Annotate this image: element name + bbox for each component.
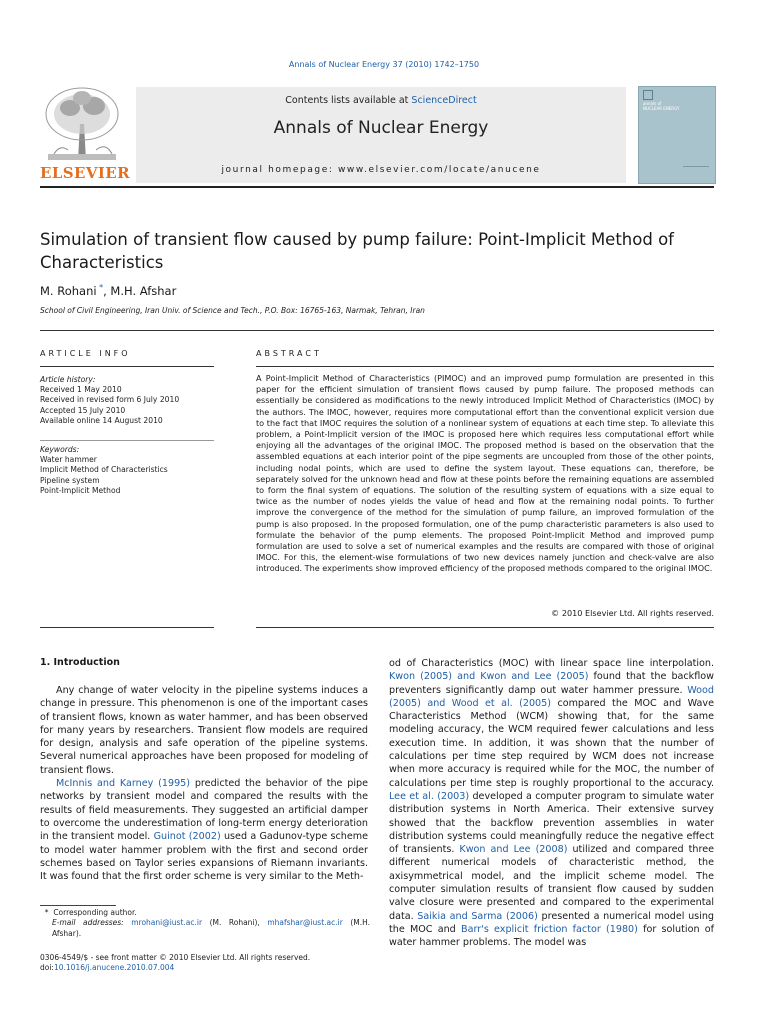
abstract-text: A Point-Implicit Method of Characteristics (PIMOC) and an improved pump formulation are presented in this paper for the efficient simulation of transient flows caused by pump failure. The proposed methods can essentially be considered as modifications to the newly introduced Implicit Method of Characteristics (IMOC) by the authors. The IMOC, however, requires more computational effort than the conventional explicit version due to the fact that IMOC requires the solution of a nonlinear system of equations at each time step. To alleviate this problem, a Point-Implicit version of the IMOC is proposed here which requires less computational effort while enjoying all the advantages of the original IMOC. The proposed method is based on the observation that the assembled equations at each interior point of the pipe segments are uncoupled from those of the other points, including nodal points, which are used to define the system layout. These equations can, therefore, be separately solved for the unknown head and flow at these points before the remaining equations are assembled to form the final system of equations. The solution of the resulting system of equations with a size equal to twice as the number of nodes yields the value of head and flow at the remaining nodal points. To further improve the convergence of the method for the simulation of pump failure, an improved formulation of the pump is also proposed. In the proposed formulation, one of the pump characteristic parameters is also used to formulate the behavior of the pump elements. The proposed Point-Implicit Method and improved pump formulation are used to solve a set of numerical examples and the results are compared with those of original IMOC. For this, the element-wise formulations of two new devices namely junction and check-valve are also introduced. The experiments show improved efficiency of the proposed methods compared to the original IMOC. bbox=[256, 373, 714, 574]
authors bbox=[40, 283, 176, 298]
keywords-label: Keywords: bbox=[40, 445, 80, 454]
keyword-item: Implicit Method of Characteristics bbox=[40, 465, 168, 475]
intro-paragraph-3: od of Characteristics (MOC) with linear space line interpolation. Kwon (2005) and Kwon and Lee (2005) found that the backflow preventers significantly damp out water hammer pressure. Wood (2005) and Wood et al. (2005) compared the MOC and Wave Characteristics Method (WCM) showing that, for the same modeling accuracy, the WCM required fewer calculations and less execution time. In addition, it was shown that the number of calculations per time step required by WCM does not increase when more accuracy is required while for the MOC, the number of calculations per time step is roughly proportional to the accuracy. Lee et al. (2003) developed a computer program to simulate water distribution systems in North America. Their extensive survey showed that the backflow prevention assemblies in water distribution systems could meaningfully reduce the negative effect of transients. Kwon and Lee (2008) utilized and compared three different numerical models of characteristic method, the axisymmetrical model, and the implicit scheme model. The computer simulation results of transient flow caused by sudden valve closure were presented and compared to the experimental data. Saikia and Sarma (2006) presented a numerical model using the MOC and Barr's explicit friction factor (1980) for solution of water hammer problems. The model was bbox=[389, 658, 715, 949]
ref-kwon-lee[interactable]: Kwon and Lee (2008) bbox=[459, 844, 568, 856]
ref-barr[interactable]: Barr's explicit friction factor (1980) bbox=[461, 923, 638, 935]
info-rule-bottom bbox=[40, 627, 214, 628]
ref-saikia-sarma[interactable]: Saikia and Sarma (2006) bbox=[417, 910, 538, 922]
journal-cover-thumbnail bbox=[638, 86, 716, 184]
cover-emblem-icon bbox=[643, 90, 653, 100]
section-heading-introduction: 1. Introduction bbox=[40, 657, 120, 668]
doi-link[interactable]: 10.1016/j.anucene.2010.07.004 bbox=[53, 963, 175, 973]
history-received: Received 1 May 2010 bbox=[40, 385, 122, 395]
corresponding-footnote: * Corresponding author. bbox=[44, 908, 137, 917]
email-rohani-link[interactable]: mrohani@iust.ac.ir bbox=[131, 918, 203, 928]
footnote-rule bbox=[40, 905, 116, 906]
affiliation: School of Civil Engineering, Iran Univ. of Science and Tech., P.O. Box: 16765-163, Narmak, Tehran, Iran bbox=[40, 306, 425, 315]
intro-paragraph-2: McInnis and Karney (1995) predicted the behavior of the pipe networks by transient model and compared the results with the results of field measurements. They suggested an artificial damper to overcome the underestimation of long-term energy deterioration in the transient model. Guinot (2002) used a Gadunov-type scheme to model water hammer problem with the first and second order schemes based on Taylor series expansions of Riemann invariants. It was found that the first order scheme is very similar to the Meth- bbox=[40, 778, 369, 883]
email-footnote: E-mail addresses: mrohani@iust.ac.ir (M. Rohani), mhafshar@iust.ac.ir (M.H. Afshar). bbox=[52, 918, 370, 938]
journal-title: Annals of Nuclear Energy bbox=[273, 118, 489, 138]
issn-line: 0306-4549/$ - see front matter © 2010 Elsevier Ltd. All rights reserved. bbox=[40, 953, 311, 962]
history-accepted: Accepted 15 July 2010 bbox=[40, 405, 126, 415]
keyword-item: Point-Implicit Method bbox=[40, 485, 121, 495]
publisher-name: ELSEVIER bbox=[40, 164, 130, 182]
history-label: Article history: bbox=[40, 375, 96, 384]
ref-mcinnis-karney[interactable]: McInnis and Karney (1995) bbox=[56, 778, 191, 790]
info-rule-top bbox=[40, 366, 214, 367]
contents-prefix: Contents lists available at bbox=[285, 95, 412, 106]
article-info-heading: ARTICLE INFO bbox=[40, 349, 131, 358]
cover-footer-mark-icon bbox=[683, 166, 709, 177]
ref-lee[interactable]: Lee et al. (2003) bbox=[389, 790, 470, 802]
author-afshar: , M.H. Afshar bbox=[103, 283, 177, 298]
keyword-item: Pipeline system bbox=[40, 475, 100, 485]
ref-kwon[interactable]: Kwon (2005) and Kwon and Lee (2005) bbox=[389, 671, 589, 683]
abstract-copyright: © 2010 Elsevier Ltd. All rights reserved. bbox=[551, 608, 714, 618]
history-online: Available online 14 August 2010 bbox=[40, 415, 163, 425]
contents-line bbox=[136, 95, 626, 106]
footnotes bbox=[40, 908, 370, 939]
abstract-rule-bottom bbox=[256, 627, 714, 628]
article-title: Simulation of transient flow caused by pump failure: Point-Implicit Method of Characteristics bbox=[40, 230, 674, 272]
cover-title: annals of NUCLEAR ENERGY bbox=[643, 101, 680, 111]
journal-citation[interactable]: Annals of Nuclear Energy 37 (2010) 1742–1750 bbox=[288, 60, 480, 69]
journal-homepage[interactable]: journal homepage: www.elsevier.com/locate/anucene bbox=[221, 165, 541, 175]
front-matter bbox=[40, 953, 370, 974]
article-history bbox=[40, 375, 216, 426]
header-rule bbox=[40, 186, 714, 188]
intro-paragraph-1: Any change of water velocity in the pipeline systems induces a change in pressure. This phenomenon is one of the important cases of transient flows, known as water hammer, and has been observed for many years by researchers. Transient flow models are required for design, analysis and safe operation of the pipeline systems. Several numerical approaches have been proposed for modeling of transient flows. bbox=[40, 685, 368, 776]
corresponding-author-mark[interactable]: * bbox=[99, 283, 104, 292]
abstract-heading: ABSTRACT bbox=[256, 349, 322, 358]
history-revised: Received in revised form 6 July 2010 bbox=[40, 395, 180, 405]
email-afshar-link[interactable]: mhafshar@iust.ac.ir bbox=[267, 918, 343, 928]
doi-line: doi:10.1016/j.anucene.2010.07.004 bbox=[40, 963, 175, 973]
author-rohani: M. Rohani bbox=[40, 283, 97, 298]
title-rule bbox=[40, 330, 714, 331]
ref-wood[interactable]: Wood (2005) and Wood et al. (2005) bbox=[389, 684, 714, 709]
body-column-left bbox=[40, 684, 368, 883]
sciencedirect-link[interactable]: ScienceDirect bbox=[411, 95, 477, 106]
info-rule-mid bbox=[40, 440, 214, 441]
ref-guinot[interactable]: Guinot (2002) bbox=[153, 831, 221, 843]
keywords bbox=[40, 445, 216, 496]
abstract-rule-top bbox=[256, 366, 714, 367]
body-column-right bbox=[389, 657, 714, 950]
keyword-item: Water hammer bbox=[40, 455, 97, 465]
